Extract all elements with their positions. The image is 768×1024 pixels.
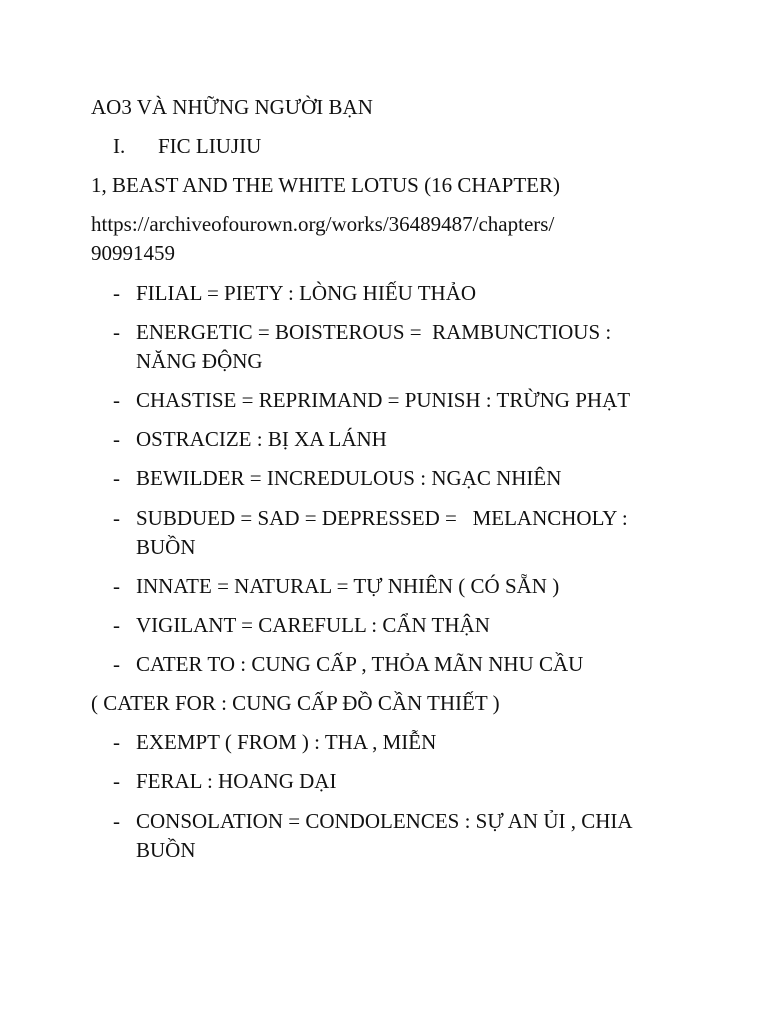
bullet-marker: - (113, 769, 120, 793)
bullet-marker: - (113, 613, 120, 637)
section-heading: FIC LIUJIU (158, 134, 262, 158)
vocab-item: CONSOLATION = CONDOLENCES : SỰ AN ỦI , CHIA (136, 809, 633, 833)
vocab-item: ENERGETIC = BOISTEROUS = RAMBUNCTIOUS : (136, 320, 612, 344)
work-heading: 1, BEAST AND THE WHITE LOTUS (16 CHAPTER) (91, 173, 560, 197)
vocab-item-continuation: NĂNG ĐỘNG (136, 349, 263, 373)
bullet-marker: - (113, 730, 120, 754)
bullet-marker: - (113, 320, 120, 344)
bullet-marker: - (113, 506, 120, 530)
vocab-item-continuation: BUỒN (136, 535, 196, 559)
vocab-item-continuation: BUỒN (136, 838, 196, 862)
section-numeral: I. (113, 134, 126, 158)
work-link-line-1: https://archiveofourown.org/works/36489487/chapters/ (91, 212, 555, 236)
vocab-item: BEWILDER = INCREDULOUS : NGẠC NHIÊN (136, 466, 562, 490)
bullet-marker: - (113, 574, 120, 598)
bullet-marker: - (113, 281, 120, 305)
vocab-item: CATER TO : CUNG CẤP , THỎA MÃN NHU CẦU (136, 652, 584, 676)
bullet-marker: - (113, 388, 120, 412)
vocab-item: SUBDUED = SAD = DEPRESSED = MELANCHOLY : (136, 506, 628, 530)
vocab-item: VIGILANT = CAREFULL : CẨN THẬN (136, 613, 490, 637)
vocab-item: EXEMPT ( FROM ) : THA , MIỄN (136, 730, 437, 754)
vocab-item: FILIAL = PIETY : LÒNG HIẾU THẢO (136, 281, 477, 305)
bullet-marker: - (113, 466, 120, 490)
bullet-marker: - (113, 809, 120, 833)
bullet-marker: - (113, 652, 120, 676)
note-line: ( CATER FOR : CUNG CẤP ĐỒ CẦN THIẾT ) (91, 691, 500, 715)
document-title: AO3 VÀ NHỮNG NGƯỜI BẠN (91, 95, 373, 119)
vocab-item: CHASTISE = REPRIMAND = PUNISH : TRỪNG PHẠT (136, 388, 631, 412)
bullet-marker: - (113, 427, 120, 451)
vocab-item: INNATE = NATURAL = TỰ NHIÊN ( CÓ SẴN ) (136, 574, 560, 598)
work-link-line-2: 90991459 (91, 241, 175, 265)
vocab-item: FERAL : HOANG DẠI (136, 769, 337, 793)
vocab-item: OSTRACIZE : BỊ XA LÁNH (136, 427, 387, 451)
